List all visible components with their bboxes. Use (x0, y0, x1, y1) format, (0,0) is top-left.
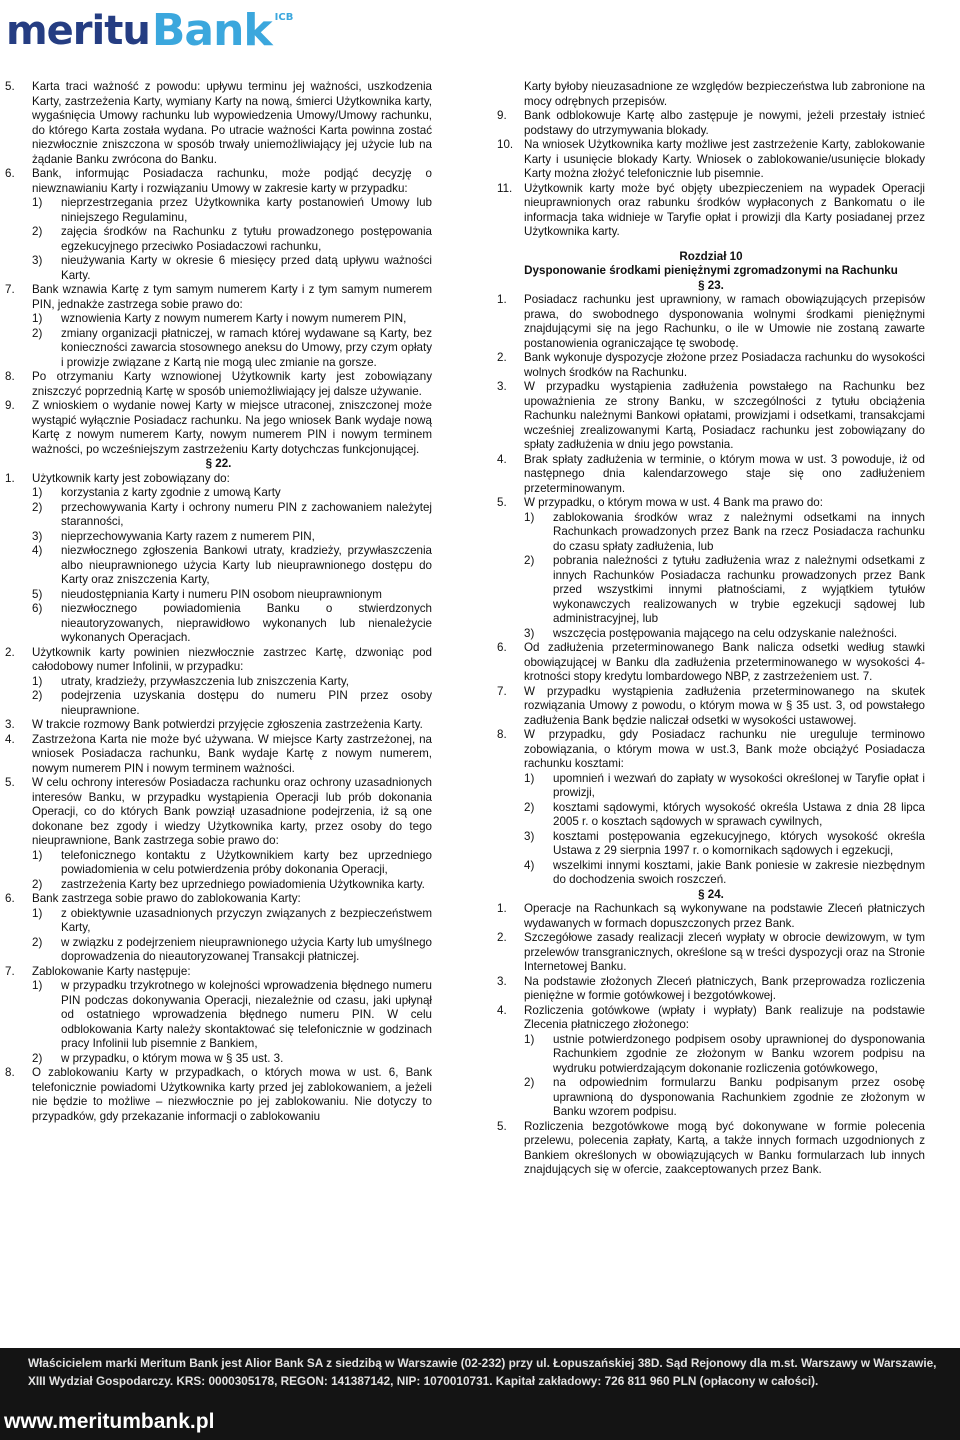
item-number: 2) (32, 689, 43, 702)
item-number: 2) (524, 554, 535, 567)
item-text: Zablokowanie Karty następuje: (32, 964, 191, 978)
item-text: Posiadacz rachunku jest uprawniony, w ramach obowiązujących przepisów prawa, do swobodnego dysponowania wolnymi środkami pieniężnymi znajdującymi się na jego Rachunku, o ile w Umowie nie zostaną zawarte postanowienia ograniczające tę swobodę. (524, 293, 925, 350)
item-text: przechowywania Karty i ochrony numeru PIN z zachowaniem należytej staranności, (61, 500, 432, 528)
item-number: 4) (524, 858, 535, 872)
item-number: 3. (497, 380, 507, 393)
numbered-paragraph (497, 109, 925, 138)
item-text: W przypadku wystąpienia zadłużenia powstałego na Rachunku bez upoważnienia ze strony Banku, w szczególności z tytułu obciążenia Rachunku należnymi Bankowi opłatami, prowizjami i odsetkami, transakcjami wcześniej zrealizowanymi Kartą, Posiadacz rachunku jest zobowiązany do spłaty zadłużenia w dniu jego powstania. (524, 380, 925, 451)
item-text: podejrzenia uzyskania dostępu do numeru PIN przez osoby nieuprawnione. (61, 689, 432, 717)
item-text: Bank zastrzega sobie prawo do zablokowania Karty: (32, 892, 301, 905)
list-item (5, 501, 432, 530)
item-text: Szczegółowe zasady realizacji zleceń wypłaty w obrocie dewizowym, w tym przelewów transgranicznych, określone są w treści dyspozycji oraz na Stronie Internetowej Banku. (524, 931, 925, 973)
item-text: Operacje na Rachunkach są wykonywane na podstawie Zleceń płatniczych wydawanych w formach dopuszczonych przez Bank. (524, 902, 925, 930)
list-item (5, 327, 432, 371)
item-text: Po otrzymaniu Karty wznowionej Użytkownik karty jest zobowiązany zniszczyć poprzednią Kartę w sposób uniemożliwiający jej dalsze używanie. (32, 370, 432, 398)
footer-line-1: Właścicielem marki Meritum Bank jest Alior Bank SA z siedzibą w Warszawie (02-232) przy ul. Łopuszańskiej 38D. Sąd Rejonowy dla m.st. Warszawy w Warszawie, (28, 1356, 937, 1370)
page-header (0, 0, 960, 70)
numbered-paragraph (497, 351, 925, 380)
item-number: 1) (32, 486, 43, 499)
item-text: zastrzeżenia Karty bez uprzedniego powiadomienia Użytkownika karty. (61, 877, 425, 891)
section-heading: § 24. (698, 887, 724, 901)
item-number: 8. (5, 370, 15, 383)
list-item (5, 530, 432, 545)
item-text: z obiektywnie uzasadnionych przyczyn związanych z bezpieczeństwem Karty, (61, 906, 432, 934)
continued-paragraph: Karty byłoby nieuzasadnione ze względów bezpieczeństwa lub zabronione na mocy odrębnych przepisów. (524, 80, 925, 108)
item-text: W przypadku wystąpienia zadłużenia przeterminowanego na skutek rozwiązania Umowy z powodu, o którym mowa w § 35 ust. 3, od powstałego zadłużenia Bank będzie naliczał odsetki w wysokości ustawowej. (524, 684, 925, 727)
item-text: w przypadku trzykrotnego w kolejności wprowadzenia błędnego numeru PIN podczas dokonywania Operacji, niezależnie od czasu, jaki upłynął od ostatniego wprowadzenia błędnego numeru PIN. W celu odblokowania Karty należy skontaktować się telefonicznie w godzinach pracy Infolinii lub pisemnie z Bankiem, (61, 979, 432, 1050)
list-item (497, 830, 925, 859)
item-text: upomnień i wezwań do zapłaty w wysokości określonej w Taryfie opłat i prowizji, (553, 771, 925, 799)
item-number: 2) (32, 326, 43, 340)
item-text: korzystania z karty zgodnie z umową Karty (61, 486, 281, 499)
logo-merit-text: meritu (6, 8, 150, 54)
item-number: 6) (32, 602, 43, 615)
list-item (5, 196, 432, 225)
item-number: 3) (524, 829, 535, 843)
spacer (497, 240, 925, 250)
item-number: 3. (497, 974, 507, 988)
item-text: nieudostępniania Karty i numeru PIN osobom nieuprawnionym (61, 587, 382, 601)
item-text: Bank odblokowuje Kartę albo zastępuje je nowymi, jeżeli przestały istnieć podstawy do utrzymywania blokady. (524, 109, 925, 137)
numbered-paragraph (497, 931, 925, 975)
numbered-paragraph (497, 685, 925, 729)
numbered-paragraph (497, 728, 925, 772)
item-text: zablokowania środków wraz z należnymi odsetkami na innych Rachunkach prowadzonych przez Bank na rzecz Posiadacza rachunku do czasu spłaty zadłużenia, lub (553, 510, 925, 553)
item-text: w związku z podejrzeniem nieuprawnionego użycia Karty lub umyślnego doprowadzenia do nieautoryzowanej Transakcji płatniczej. (61, 935, 432, 963)
item-text: zajęcia środków na Rachunku z tytułu prowadzonego postępowania egzekucyjnego przeciwko Posiadaczowi rachunku, (61, 225, 432, 253)
item-text: nieprzechowywania Karty razem z numerem PIN, (61, 529, 315, 543)
item-number: 5. (5, 776, 15, 789)
item-text: w przypadku, o którym mowa w § 35 ust. 3. (61, 1051, 284, 1065)
right-column (497, 80, 925, 1178)
item-text: Rozliczenia gotówkowe (wpłaty i wypłaty) Bank realizuje na podstawie Zlecenia płatniczego złożonego: (524, 1003, 925, 1031)
item-text: Bank wznawia Kartę z tym samym numerem Karty i z tym samym numerem PIN, jednakże zastrzega sobie prawo do: (32, 283, 432, 311)
list-item (497, 511, 925, 555)
item-number: 2) (32, 500, 43, 514)
item-number: 2. (497, 931, 507, 944)
section-heading: § 23. (698, 278, 724, 292)
numbered-paragraph (497, 902, 925, 931)
list-item (5, 602, 432, 646)
list-item (497, 1033, 925, 1077)
list-item (5, 1052, 432, 1067)
item-number: 9. (497, 109, 507, 122)
item-text: Na podstawie złożonych Zleceń płatniczych, Bank przeprowadza rozliczenia pieniężne w formie gotówkowej i bezgotówkowej. (524, 974, 925, 1002)
list-item (5, 907, 432, 936)
item-number: 11. (497, 181, 513, 195)
item-text: utraty, kradzieży, przywłaszczenia lub zniszczenia Karty, (61, 674, 350, 688)
list-item (5, 254, 432, 283)
item-number: 7. (497, 684, 507, 698)
item-number: 2) (32, 225, 43, 238)
item-text: Od zadłużenia przeterminowanego Bank nalicza odsetki według stawki obowiązującej w Banku dla zadłużenia przeterminowanego w wysokości 4-krotności stopy kredytu lombardowego NBP, z zastrzeżeniem ust. 7. (524, 641, 925, 683)
item-number: 2) (32, 935, 43, 949)
numbered-paragraph (497, 975, 925, 1004)
numbered-paragraph (497, 641, 925, 685)
item-number: 9. (5, 399, 15, 412)
item-text: Bank wykonuje dyspozycje złożone przez Posiadacza rachunku do wysokości wolnych środków na Rachunku. (524, 351, 925, 379)
item-text: Rozliczenia bezgotówkowe mogą być dokonywane w formie polecenia przelewu, polecenia zapłaty, Kartą, a także innych formach uzgodnionych z Bankiem określonych w obowiązujących w Banku formularzach lub innych znajdujących się w ofercie, zaakceptowanych przez Bank. (524, 1119, 925, 1176)
item-number: 1) (32, 312, 43, 325)
item-number: 1) (32, 848, 43, 862)
item-text: W przypadku, gdy Posiadacz rachunku nie ureguluje terminowo zobowiązania, o którym mowa w ust.3, Bank może obciążyć Posiadacza rachunku kosztami: (524, 728, 925, 770)
item-number: 1. (5, 471, 15, 485)
item-text: zmiany organizacji płatniczej, w ramach której wydawane są Karty, bez konieczności zawarcia stosownego aneksu do Umowy, przy czym opłaty i prowizje związane z Kartą nie mogą ulec zmianie na gorsze. (61, 326, 432, 369)
meritum-bank-logo (6, 2, 293, 58)
section-heading: § 22. (205, 457, 232, 470)
numbered-paragraph (497, 496, 925, 511)
footer-website-link[interactable]: www.meritumbank.pl (4, 1410, 215, 1433)
document-body (0, 80, 960, 1260)
item-number: 2. (497, 351, 507, 364)
numbered-paragraph (5, 733, 432, 777)
item-number: 6. (497, 641, 507, 654)
item-text: wszczęcia postępowania mającego na celu odzyskanie należności. (553, 626, 898, 640)
list-item (5, 312, 432, 327)
item-text: W celu ochrony interesów Posiadacza rachunku oraz ochrony uzasadnionych interesów Banku, w przypadku wystąpienia Operacji lub prób dokonania Operacji, co do których Bank powziął uzasadnione podejrzenia, iż są one dokonane bez zgody i wiedzy Użytkownika karty, przez osoby do tego nieuprawnione, Bank zastrzega sobie prawo do: (32, 776, 432, 847)
numbered-paragraph (497, 182, 925, 240)
item-text: Zastrzeżona Karta nie może być używana. W miejsce Karty zastrzeżonej, na wniosek Posiadacza rachunku, Bank wydaje Kartę z nowym numerem, nowym numerem PIN i nowym terminem ważności. (32, 732, 432, 775)
list-item (5, 979, 432, 1052)
numbered-paragraph (5, 399, 432, 457)
item-number: 1. (497, 293, 507, 306)
list-item (5, 878, 432, 893)
item-number: 1. (497, 902, 507, 915)
numbered-paragraph (5, 283, 432, 312)
item-text: wszelkimi innymi kosztami, jakie Bank poniesie w zakresie niezbędnym do dochodzenia swoich roszczeń. (553, 858, 925, 886)
numbered-paragraph (5, 646, 432, 675)
item-number: 1) (32, 906, 43, 920)
list-item (497, 1076, 925, 1120)
item-text: niezwłocznego zgłoszenia Bankowi utraty, kradzieży, przywłaszczenia albo nieuprawnionego użycia Karty lub nieuprawnionego dostępu do Karty oraz zniszczenia Karty, (61, 544, 432, 586)
item-number: 8. (5, 1066, 15, 1079)
item-number: 3) (32, 529, 43, 543)
list-item (5, 588, 432, 603)
item-number: 1) (524, 1032, 535, 1046)
numbered-paragraph (5, 370, 432, 399)
footer-legal-text (28, 1354, 948, 1390)
item-number: 6. (5, 892, 15, 905)
item-number: 4. (497, 1003, 507, 1017)
item-text: Karta traci ważność z powodu: upływu terminu jej ważności, uszkodzenia Karty, zastrzeżenia Karty, wymiany Karty na nową, śmierci Użytkownika karty, wygaśnięcia Umowy rachunku lub wypowiedzenia Umowy/Umowy rachunku, do którego Karta została wydana. Po utracie ważności Karta powinna zostać niezwłocznie zniszczona w sposób trwały uniemożliwiający jej użycie lub na żądanie Banku zwrócona do Banku. (32, 80, 432, 166)
item-number: 2. (5, 645, 15, 659)
item-number: 6. (5, 167, 15, 180)
item-number: 3) (524, 626, 535, 640)
numbered-paragraph (497, 1120, 925, 1178)
item-number: 1) (32, 979, 43, 992)
footer-line-2: XIII Wydział Gospodarczy. KRS: 0000305178, REGON: 141387142, NIP: 1070010731. Kapitał zakładowy: 726 811 960 PLN (opłacony w całości). (28, 1374, 819, 1388)
item-text: Bank, informując Posiadacza rachunku, może podjąć decyzję o niewznawianiu Karty i rozwiązaniu Umowy w zakresie karty w przypadku: (32, 167, 432, 195)
item-number: 1) (524, 771, 535, 785)
chapter-heading: Dysponowanie środkami pieniężnymi zgromadzonymi na Rachunku (524, 264, 898, 277)
item-number: 3) (32, 254, 43, 267)
numbered-paragraph (5, 167, 432, 196)
item-number: 1) (524, 510, 535, 524)
numbered-paragraph (5, 1066, 432, 1124)
item-text: nieprzestrzegania przez Użytkownika karty postanowień Umowy lub niniejszego Regulaminu, (61, 196, 432, 224)
item-number: 7. (5, 964, 15, 978)
item-text: telefonicznego kontaktu z Użytkownikiem karty bez uprzedniego powiadomienia w celu potwierdzenia próby dokonania Operacji, (61, 848, 432, 876)
item-text: pobrania należności z tytułu zadłużenia wraz z należnymi odsetkami z innych Rachunków Posiadacza rachunku prowadzonych przez Bank przed wszystkimi innymi płatnościami, z wyjątkiem tytułów wykonawczych realizowanych w trybie egzekucji sądowej lub administracyjnej, lub (553, 554, 925, 625)
item-number: 5. (497, 496, 507, 509)
numbered-paragraph (5, 718, 432, 733)
item-number: 4. (5, 732, 15, 746)
item-number: 7. (5, 283, 15, 296)
item-text: Na wniosek Użytkownika karty możliwe jest zastrzeżenie Karty, zablokowanie Karty i usunięcie blokady Karty. Wniosek o zablokowanie/usunięcie blokady Karty można złożyć telefonicznie lub pisemnie. (524, 138, 925, 180)
item-number: 1) (32, 674, 43, 688)
item-text: W przypadku, o którym mowa w ust. 4 Bank ma prawo do: (524, 496, 823, 509)
item-number: 2) (32, 1051, 43, 1065)
item-number: 2) (524, 800, 535, 814)
item-number: 2) (32, 877, 43, 891)
item-text: Użytkownik karty może być objęty ubezpieczeniem na wypadek Operacji nieuprawnionych oraz rabunku środków wypłaconych z Bankomatu o ile informacja taka widnieje w Taryfie opłat i prowizji dla Karty posiadanej przez Użytkownika karty. (524, 181, 925, 238)
item-text: kosztami sądowymi, których wysokość określa Ustawa z dnia 28 lipca 2005 r. o kosztach sądowych w sprawach cywilnych, (553, 800, 925, 828)
item-number: 10. (497, 138, 514, 151)
numbered-paragraph (497, 293, 925, 351)
logo-icb-text: ICB (274, 12, 294, 23)
item-number: 2) (524, 1076, 535, 1089)
list-item (5, 486, 432, 501)
item-text: W trakcie rozmowy Bank potwierdzi przyjęcie zgłoszenia zastrzeżenia Karty. (32, 718, 423, 731)
numbered-paragraph (497, 1004, 925, 1033)
list-item (497, 627, 925, 642)
item-number: 5) (32, 587, 43, 601)
list-item (5, 544, 432, 588)
item-text: Użytkownik karty powinien niezwłocznie zastrzec Kartę, dzwoniąc pod całodobowy numer Infolinii, w przypadku: (32, 645, 432, 673)
list-item (497, 554, 925, 627)
item-number: 4. (497, 452, 507, 466)
item-text: na odpowiednim formularzu Banku podpisanym przez osobę uprawnioną do dysponowania Rachunkiem zgodnie ze złożonym w Banku wzorem podpisu. (553, 1076, 925, 1118)
page-footer (0, 1348, 960, 1440)
item-number: 4) (32, 544, 43, 557)
numbered-paragraph (497, 380, 925, 453)
numbered-paragraph (5, 776, 432, 849)
list-item (5, 225, 432, 254)
list-item (5, 675, 432, 690)
numbered-paragraph (5, 80, 432, 167)
item-text: kosztami postępowania egzekucyjnego, których wysokość określa Ustawa z 29 sierpnia 1997 r. o komornikach sądowych i egzekucji, (553, 829, 925, 857)
item-text: Brak spłaty zadłużenia w terminie, o którym mowa w ust. 3 powoduje, iż od następnego dnia kalendarzowego staje się ono zadłużeniem przeterminowanym. (524, 452, 925, 495)
list-item (5, 849, 432, 878)
numbered-paragraph (5, 892, 432, 907)
item-number: 3. (5, 718, 15, 731)
list-item (497, 859, 925, 888)
logo-bank-text: Bank (151, 5, 272, 56)
list-item (497, 801, 925, 830)
item-text: Użytkownik karty jest zobowiązany do: (32, 471, 230, 485)
left-column (5, 80, 432, 1124)
item-number: 5. (497, 1119, 507, 1133)
item-number: 1) (32, 196, 43, 209)
item-text: ustnie potwierdzonego podpisem osoby uprawnionej do dysponowania Rachunkiem zgodnie ze złożonym w Banku wzorem podpisu na wydruku potwierdzającym dokonanie rozliczenia gotówkowego, (553, 1032, 925, 1075)
item-text: wznowienia Karty z nowym numerem Karty i nowym numerem PIN, (61, 312, 407, 325)
item-text: O zablokowaniu Karty w przypadkach, o których mowa w ust. 6, Bank telefonicznie powiadomi Użytkownika karty przed jej zablokowaniem, a jeżeli nie będzie to możliwe – niezwłocznie po jej zablokowaniu. Nie dotyczy to przypadków, gdy przekazanie informacji o zablokowaniu (32, 1066, 432, 1123)
list-item (497, 772, 925, 801)
numbered-paragraph (5, 965, 432, 980)
item-text: Z wnioskiem o wydanie nowej Karty w miejsce utraconej, zniszczonej może wystąpić wyłącznie Posiadacz rachunku. Na jego wniosek Bank wydaje nową Kartę z nowym numerem Karty, nowym numerem PIN i nowym terminem ważności, po wcześniejszym zastrzeżeniu Karty dotychczas funkcjonującej. (32, 399, 432, 456)
list-item (5, 689, 432, 718)
list-item (5, 936, 432, 965)
item-number: 5. (5, 80, 15, 93)
numbered-paragraph (497, 453, 925, 497)
chapter-heading: Rozdział 10 (679, 249, 743, 263)
item-number: 8. (497, 728, 507, 741)
item-text: nieużywania Karty w okresie 6 miesięcy przed datą upływu ważności Karty. (61, 254, 432, 282)
numbered-paragraph (5, 472, 432, 487)
numbered-paragraph (497, 138, 925, 182)
item-text: niezwłocznego powiadomienia Banku o stwierdzonych nieautoryzowanych, nieprawidłowo wykonanych lub nienależycie wykonanych Operacjach. (61, 602, 432, 644)
